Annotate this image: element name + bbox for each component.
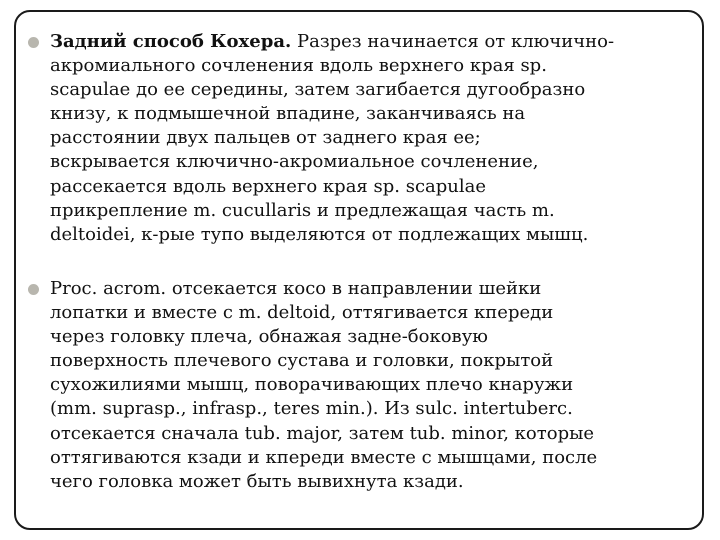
paragraph-line: книзу, к подмышечной впадине, заканчиваясь на [50, 103, 526, 125]
paragraph-line: через головку плеча, обнажая задне-боковую [50, 326, 488, 348]
bullet-dot-icon [28, 37, 39, 48]
paragraph-line: акромиального сочленения вдоль верхнего края sp. [50, 55, 547, 77]
paragraph-line: Proc. acrom. отсекается косо в направлении шейки [50, 278, 542, 299]
paragraph-line: оттягиваются кзади и кпереди вместе с мышцами, после [50, 446, 598, 468]
bold-lead: Задний способ Кохера. [50, 31, 292, 52]
paragraph-line: рассекается вдоль верхнего края sp. scapulae [50, 175, 487, 197]
first-line-rest: Разрез начинается от ключично- [291, 31, 615, 52]
paragraph-line: deltoidei, к-рые тупо выделяются от подлежащих мышц. [50, 223, 589, 245]
paragraph-line: лопатки и вместе с m. deltoid, оттягивается кпереди [50, 302, 554, 324]
paragraph-line: сухожилиями мышц, поворачивающих плечо кнаружи [50, 374, 574, 396]
paragraph-line: вскрывается ключично-акромиальное сочленение, [50, 151, 539, 173]
paragraph-line [50, 30, 680, 54]
paragraph-line: отсекается сначала tub. major, затем tub. minor, которые [50, 422, 595, 444]
paragraph-line: (mm. suprasp., infrasp., teres min.). Из sulc. intertuberc. [50, 398, 573, 420]
bullet-paragraph-1 [50, 30, 680, 247]
paragraph-line: scapulae до ее середины, затем загибается дугообразно [50, 79, 586, 101]
paragraph-line: расстоянии двух пальцев от заднего края ее; [50, 127, 481, 149]
bullet-paragraph-2 [50, 277, 680, 494]
paragraph-line: чего головка может быть вывихнута кзади. [50, 470, 464, 492]
paragraph-line: поверхность плечевого сустава и головки, покрытой [50, 350, 554, 372]
paragraph-line: прикрепление m. cucullaris и предлежащая часть m. [50, 199, 555, 221]
bullet-dot-icon [28, 284, 39, 295]
